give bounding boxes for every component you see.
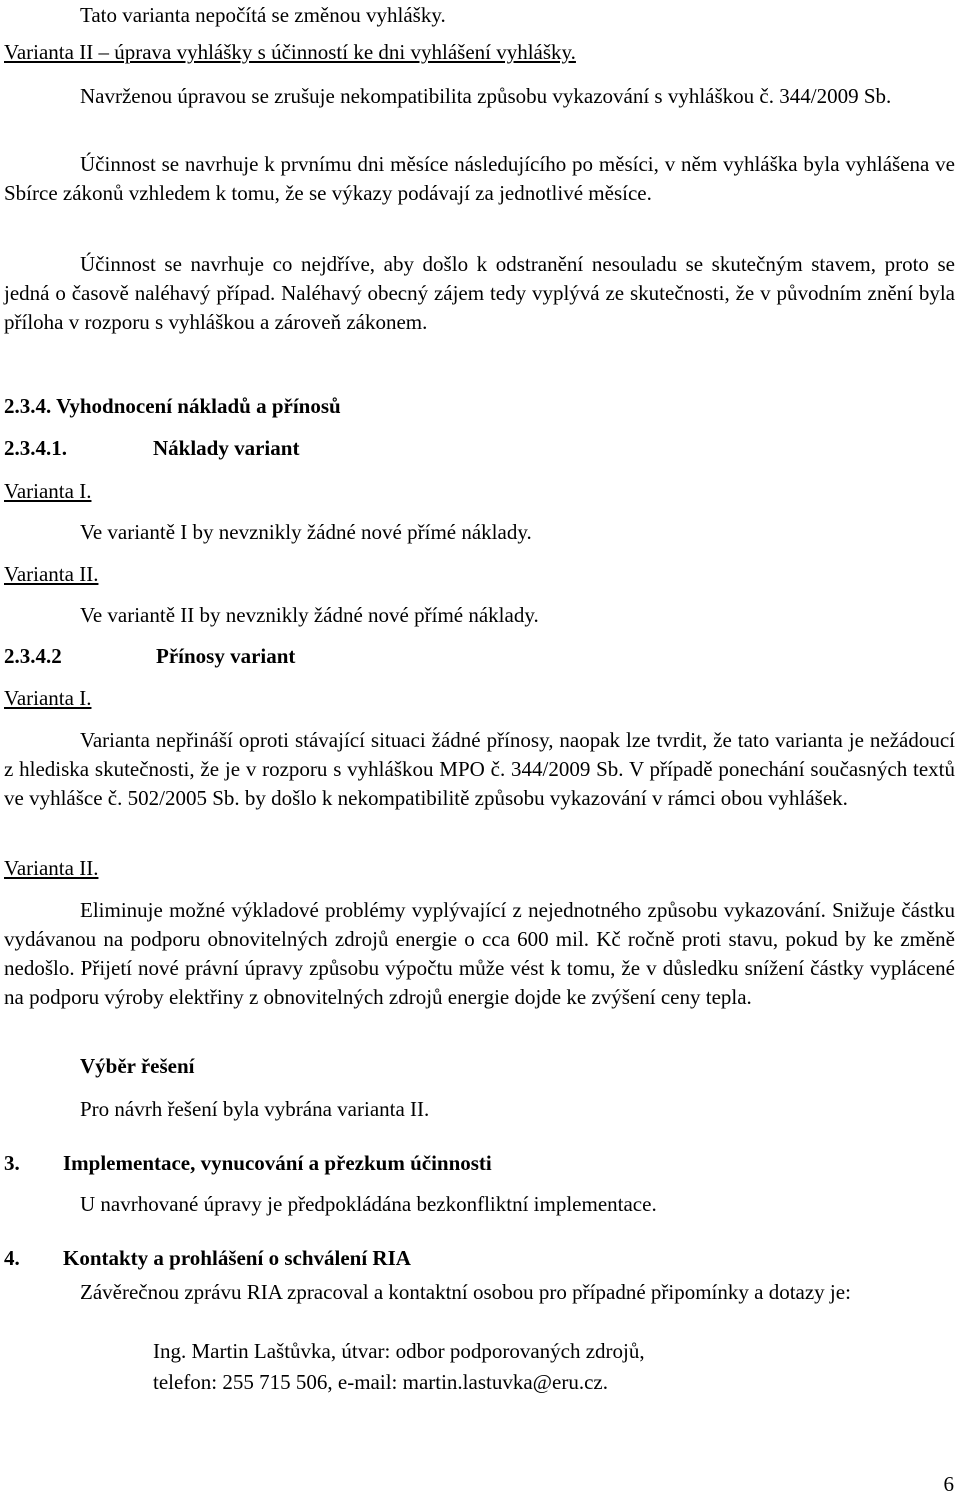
heading-2-3-4-1-number: 2.3.4.1. <box>4 436 67 460</box>
section-3-text: U navrhované úpravy je předpokládána bezkonfliktní implementace. <box>80 1192 657 1216</box>
variant-ii-costs-text: Ve variantě II by nevznikly žádné nové přímé náklady. <box>80 603 539 627</box>
section-3-title: Implementace, vynucování a přezkum účinnosti <box>63 1151 492 1175</box>
section-4-text: Závěrečnou zprávu RIA zpracoval a kontaktní osobou pro případné připomínky a dotazy je: <box>80 1280 851 1304</box>
variant-ii-benefits-text: Eliminuje možné výkladové problémy vyplývající z nejednotného způsobu vykazování. Snižuje částku vydávanou na podporu obnovitelných zdrojů energie o cca 600 mil. Kč ročně proti stavu, pokud by ke změně nedošlo. Přijetí nové právní úpravy způsobu výpočtu může vést k tomu, že v důsledku snížení částky vyplácené na podporu výroby elektřiny z obnovitelných zdrojů energie dojde ke zvýšení ceny tepla. <box>4 898 955 1009</box>
paragraph-variant-i-note: Tato varianta nepočítá se změnou vyhlášky. <box>80 3 446 27</box>
paragraph-incompatibility: Navrženou úpravou se zrušuje nekompatibilita způsobu vykazování s vyhláškou č. 344/2009 Sb. <box>80 84 892 108</box>
section-3-number: 3. <box>4 1151 20 1175</box>
selection-heading: Výběr řešení <box>80 1054 195 1078</box>
section-4-title: Kontakty a prohlášení o schválení RIA <box>63 1246 411 1270</box>
variant-i-label-benefits: Varianta I. <box>4 686 92 710</box>
heading-2-3-4-2-number: 2.3.4.2 <box>4 644 62 668</box>
heading-2-3-4-1-title: Náklady variant <box>153 436 300 460</box>
heading-2-3-4-2-title: Přínosy variant <box>156 644 296 668</box>
heading-2-3-4: 2.3.4. Vyhodnocení nákladů a přínosů <box>4 394 341 418</box>
contact-line-1: Ing. Martin Laštůvka, útvar: odbor podporovaných zdrojů, <box>153 1339 645 1363</box>
paragraph-effectivity-1: Účinnost se navrhuje k prvnímu dni měsíce následujícího po měsíci, v něm vyhláška byla vyhlášena ve Sbírce zákonů vzhledem k tomu, že se výkazy podávají za jednotlivé měsíce. <box>4 152 955 205</box>
variant-i-benefits-text: Varianta nepřináší oproti stávající situaci žádné přínosy, naopak lze tvrdit, že tato varianta je nežádoucí z hlediska skutečnosti, že je v rozporu s vyhláškou MPO č. 344/2009 Sb. V případě ponechání současných textů ve vyhlášce č. 502/2005 Sb. by došlo k nekompatibilitě způsobu vykazování v rámci obou vyhlášek. <box>4 728 955 810</box>
contact-line-2: telefon: 255 715 506, e-mail: martin.lastuvka@eru.cz. <box>153 1370 608 1394</box>
variant-ii-label-benefits: Varianta II. <box>4 856 99 880</box>
variant-i-label-costs: Varianta I. <box>4 479 92 503</box>
paragraph-effectivity-2: Účinnost se navrhuje co nejdříve, aby došlo k odstranění nesouladu se skutečným stavem, proto se jedná o časově naléhavý případ. Naléhavý obecný zájem tedy vyplývá ze skutečnosti, že v původním znění byla příloha v rozporu s vyhláškou a zároveň zákonem. <box>4 252 955 334</box>
section-4-number: 4. <box>4 1246 20 1270</box>
page-number: 6 <box>943 1472 954 1496</box>
selection-text: Pro návrh řešení byla vybrána varianta II. <box>80 1097 430 1121</box>
variant-ii-label-costs: Varianta II. <box>4 562 99 586</box>
variant-i-costs-text: Ve variantě I by nevznikly žádné nové přímé náklady. <box>80 520 532 544</box>
variant-ii-heading <box>4 38 955 67</box>
variant-ii-heading-text: Varianta II – úprava vyhlášky s účinností ke dni vyhlášení vyhlášky. <box>4 40 576 64</box>
